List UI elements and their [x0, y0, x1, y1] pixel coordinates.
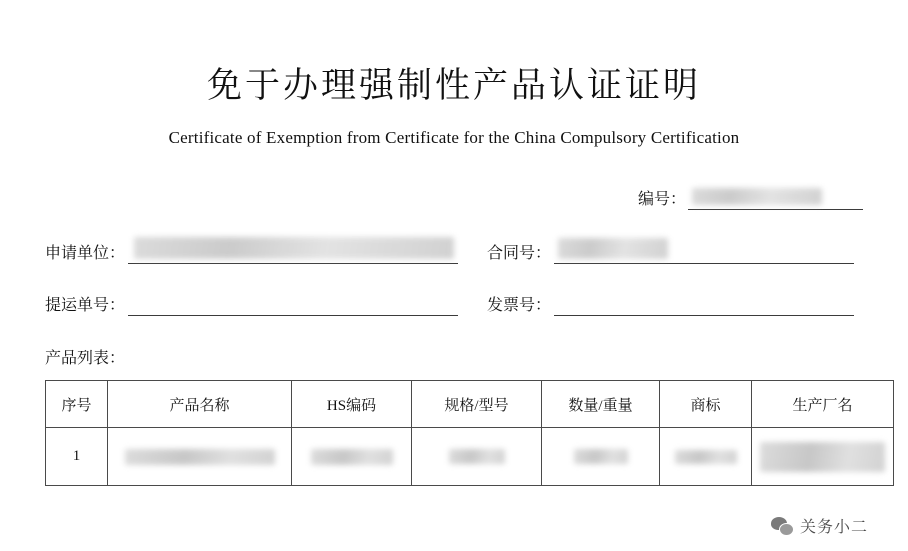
col-header-brand: 商标 — [660, 381, 752, 428]
col-header-spec-model: 规格/型号 — [412, 381, 542, 428]
cell-product-name — [108, 428, 292, 486]
field-invoice — [487, 292, 854, 316]
certificate-number-label: 编号： — [637, 191, 686, 208]
field-applicant — [45, 240, 458, 264]
wechat-icon — [771, 517, 793, 535]
cell-brand — [660, 428, 752, 486]
redaction-block — [558, 238, 668, 259]
certificate-number-row — [638, 186, 863, 210]
cell-index: 1 — [46, 428, 108, 486]
product-table — [45, 380, 894, 486]
redaction-block — [760, 442, 885, 472]
field-bill-of-lading — [45, 292, 458, 316]
redaction-block — [125, 449, 275, 465]
cell-hs-code — [292, 428, 412, 486]
redaction-block — [134, 237, 454, 259]
certificate-number-value — [688, 187, 863, 210]
redaction-block — [692, 188, 822, 205]
field-contract — [487, 240, 854, 264]
redaction-block — [574, 449, 628, 464]
account-name: 关务小二 — [799, 519, 868, 536]
page-title-cn: 免于办理强制性产品认证证明 — [206, 66, 701, 105]
cell-spec-model — [412, 428, 542, 486]
page-title-en: Certificate of Exemption from Certificate for the China Compulsory Certification — [168, 128, 740, 147]
col-header-product-name: 产品名称 — [108, 381, 292, 428]
redaction-block — [675, 450, 737, 464]
field-invoice-label: 发票号： — [487, 297, 552, 314]
redaction-block — [311, 449, 393, 465]
col-header-manufacturer: 生产厂名 — [752, 381, 894, 428]
cell-manufacturer — [752, 428, 894, 486]
table-header-row — [46, 381, 894, 428]
account-watermark — [771, 514, 868, 537]
field-bill-of-lading-label: 提运单号： — [45, 297, 126, 314]
field-applicant-value — [128, 241, 458, 264]
field-bill-of-lading-value — [128, 293, 458, 316]
col-header-hs-code: HS编码 — [292, 381, 412, 428]
col-header-quantity-weight: 数量/重量 — [542, 381, 660, 428]
table-row — [46, 428, 894, 486]
field-contract-value — [554, 241, 854, 264]
cell-quantity-weight — [542, 428, 660, 486]
redaction-block — [449, 449, 505, 464]
col-header-index: 序号 — [46, 381, 108, 428]
field-applicant-label: 申请单位： — [45, 245, 126, 262]
product-list-label: 产品列表： — [45, 350, 126, 367]
field-contract-label: 合同号： — [487, 245, 552, 262]
field-invoice-value — [554, 293, 854, 316]
